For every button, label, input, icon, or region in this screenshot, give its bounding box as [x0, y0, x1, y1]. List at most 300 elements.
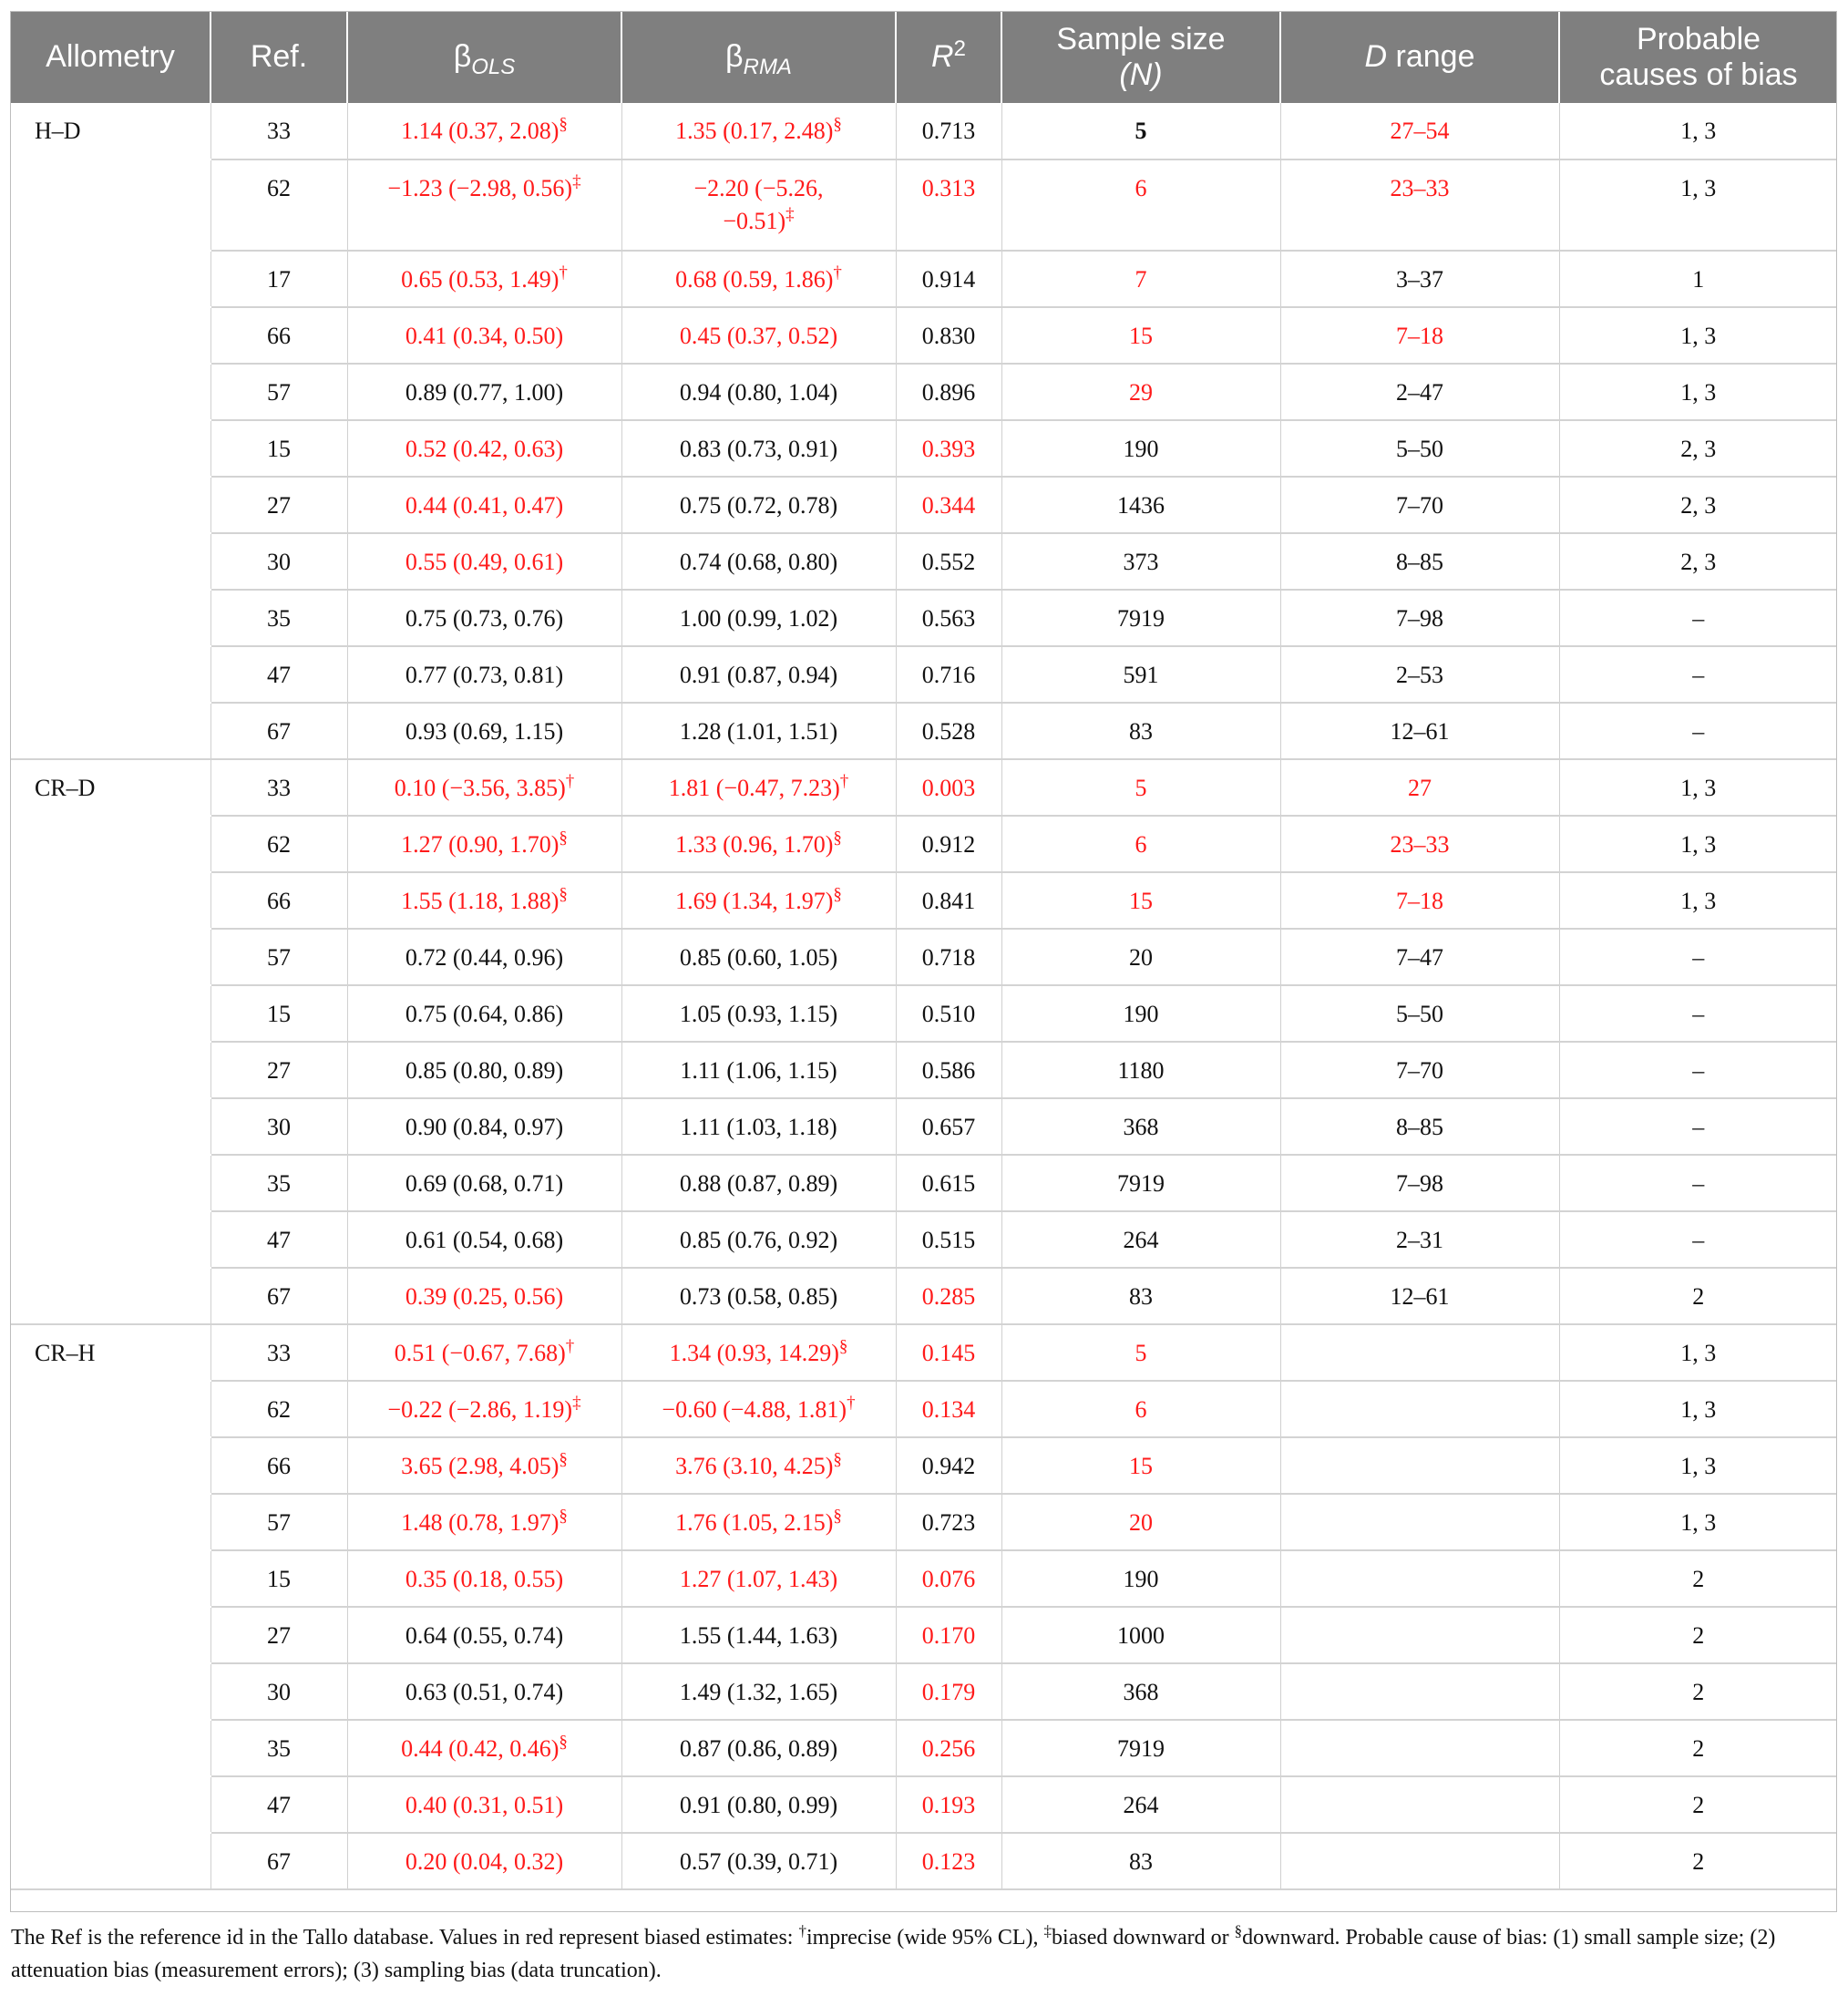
cell-r2: 0.896	[896, 364, 1001, 420]
beta-rma-mark: ‡	[785, 205, 795, 224]
cell-sample-size: 29	[1001, 364, 1280, 420]
table-row	[11, 1607, 1837, 1663]
cell-causes: –	[1559, 590, 1837, 646]
cell-beta-rma	[621, 307, 896, 364]
cell-causes: 1, 3	[1559, 1437, 1837, 1494]
beta-ols-mark: ‡	[572, 172, 581, 191]
cell-beta-ols	[347, 872, 621, 929]
cell-allometry	[11, 1494, 210, 1550]
cell-d-range: 27–54	[1280, 103, 1559, 159]
cell-r2: 0.716	[896, 646, 1001, 703]
cell-beta-ols	[347, 420, 621, 477]
cell-allometry	[11, 1268, 210, 1324]
cell-sample-size: 1436	[1001, 477, 1280, 533]
header-r2-sup: 2	[953, 36, 966, 61]
beta-ols-mark: §	[559, 1450, 568, 1469]
beta-ols-value: −0.22 (−2.86, 1.19)	[387, 1396, 573, 1423]
table-row	[11, 1720, 1837, 1776]
cell-beta-ols	[347, 533, 621, 590]
cell-beta-ols	[347, 1607, 621, 1663]
cell-ref: 15	[210, 1550, 347, 1607]
cell-d-range: 3–37	[1280, 251, 1559, 307]
beta-ols-value: 0.41 (0.34, 0.50)	[405, 323, 564, 349]
cell-ref: 33	[210, 759, 347, 816]
cell-allometry	[11, 364, 210, 420]
cell-beta-ols	[347, 477, 621, 533]
footnote-section: §	[1234, 1922, 1243, 1939]
cell-r2: 0.657	[896, 1098, 1001, 1155]
cell-sample-size: 190	[1001, 1550, 1280, 1607]
header-beta-ols	[347, 11, 621, 103]
beta-ols-value: 0.69 (0.68, 0.71)	[405, 1170, 564, 1197]
table-row	[11, 1663, 1837, 1720]
cell-allometry	[11, 1042, 210, 1098]
cell-beta-rma	[621, 1098, 896, 1155]
table-body	[11, 103, 1837, 1889]
cell-ref: 35	[210, 1720, 347, 1776]
cell-causes: –	[1559, 646, 1837, 703]
table-row	[11, 929, 1837, 985]
cell-beta-rma	[621, 929, 896, 985]
cell-beta-ols	[347, 251, 621, 307]
beta-ols-mark: ‡	[572, 1394, 581, 1413]
table-row	[11, 703, 1837, 759]
beta-ols-value: 0.63 (0.51, 0.74)	[405, 1679, 564, 1705]
cell-beta-rma	[621, 533, 896, 590]
cell-allometry	[11, 872, 210, 929]
beta-rma-mark: §	[833, 1450, 842, 1469]
cell-beta-rma	[621, 1155, 896, 1211]
cell-causes: 1, 3	[1559, 364, 1837, 420]
table-row	[11, 1098, 1837, 1155]
cell-d-range: 7–18	[1280, 307, 1559, 364]
cell-causes: –	[1559, 1211, 1837, 1268]
cell-r2: 0.914	[896, 251, 1001, 307]
beta-ols-value: 0.44 (0.41, 0.47)	[405, 492, 564, 519]
beta-rma-value: 0.45 (0.37, 0.52)	[679, 323, 838, 349]
beta-rma-value: 0.73 (0.58, 0.85)	[679, 1283, 838, 1310]
cell-ref: 35	[210, 1155, 347, 1211]
cell-beta-rma	[621, 816, 896, 872]
cell-sample-size: 7919	[1001, 590, 1280, 646]
cell-sample-size: 15	[1001, 872, 1280, 929]
cell-beta-ols	[347, 159, 621, 251]
cell-allometry	[11, 1155, 210, 1211]
cell-ref: 33	[210, 1324, 347, 1381]
cell-causes: 1, 3	[1559, 159, 1837, 251]
beta-rma-value: 1.35 (0.17, 2.48)	[675, 118, 834, 144]
cell-r2: 0.134	[896, 1381, 1001, 1437]
beta-ols-value: 0.55 (0.49, 0.61)	[405, 549, 564, 575]
cell-beta-ols	[347, 646, 621, 703]
cell-r2: 0.170	[896, 1607, 1001, 1663]
cell-r2: 0.344	[896, 477, 1001, 533]
beta-ols-mark: §	[559, 885, 568, 904]
cell-allometry	[11, 307, 210, 364]
cell-causes: 2	[1559, 1607, 1837, 1663]
cell-beta-rma	[621, 985, 896, 1042]
cell-beta-rma	[621, 1550, 896, 1607]
beta-ols-value: 0.64 (0.55, 0.74)	[405, 1622, 564, 1649]
cell-ref: 57	[210, 1494, 347, 1550]
beta-ols-mark: §	[559, 828, 568, 848]
beta-rma-value: 1.11 (1.03, 1.18)	[680, 1114, 837, 1140]
beta-ols-value: 0.35 (0.18, 0.55)	[405, 1566, 564, 1592]
table-row	[11, 533, 1837, 590]
beta-rma-value-line2: −0.51)	[723, 208, 786, 234]
beta-ols-value: 0.61 (0.54, 0.68)	[405, 1227, 564, 1253]
cell-d-range	[1280, 1607, 1559, 1663]
beta-ols-value: 0.20 (0.04, 0.32)	[405, 1848, 564, 1875]
header-causes-line1: Probable	[1636, 21, 1761, 57]
cell-causes: 1, 3	[1559, 1494, 1837, 1550]
table-row	[11, 1550, 1837, 1607]
beta-ols-value: 0.51 (−0.67, 7.68)	[394, 1340, 566, 1366]
cell-d-range: 7–98	[1280, 1155, 1559, 1211]
header-beta-ols-symbol: β	[453, 39, 472, 74]
cell-allometry	[11, 1663, 210, 1720]
table-row	[11, 1494, 1837, 1550]
table-header	[11, 11, 1837, 103]
cell-allometry	[11, 251, 210, 307]
table-row	[11, 872, 1837, 929]
cell-d-range: 7–98	[1280, 590, 1559, 646]
beta-rma-value: 0.94 (0.80, 1.04)	[679, 379, 838, 406]
cell-d-range	[1280, 1550, 1559, 1607]
cell-ref: 27	[210, 477, 347, 533]
beta-rma-value: 0.75 (0.72, 0.78)	[679, 492, 838, 519]
cell-r2: 0.510	[896, 985, 1001, 1042]
beta-ols-value: 3.65 (2.98, 4.05)	[401, 1453, 560, 1479]
cell-allometry	[11, 1437, 210, 1494]
cell-r2: 0.912	[896, 816, 1001, 872]
beta-rma-value: 0.88 (0.87, 0.89)	[679, 1170, 838, 1197]
cell-r2: 0.003	[896, 759, 1001, 816]
cell-beta-ols	[347, 1268, 621, 1324]
beta-rma-value: 0.91 (0.87, 0.94)	[679, 662, 838, 688]
cell-sample-size: 6	[1001, 159, 1280, 251]
table-row	[11, 646, 1837, 703]
header-row	[11, 11, 1837, 103]
cell-d-range: 8–85	[1280, 1098, 1559, 1155]
cell-beta-rma	[621, 1324, 896, 1381]
header-causes-line2: causes of bias	[1599, 57, 1798, 92]
cell-sample-size: 83	[1001, 1268, 1280, 1324]
cell-sample-size: 83	[1001, 1833, 1280, 1889]
cell-ref: 17	[210, 251, 347, 307]
cell-beta-rma	[621, 1720, 896, 1776]
cell-beta-ols	[347, 1381, 621, 1437]
cell-allometry	[11, 533, 210, 590]
cell-sample-size: 20	[1001, 1494, 1280, 1550]
beta-ols-value: 0.89 (0.77, 1.00)	[405, 379, 564, 406]
cell-d-range: 5–50	[1280, 420, 1559, 477]
beta-ols-mark: †	[565, 1337, 575, 1356]
beta-rma-value: 1.55 (1.44, 1.63)	[679, 1622, 838, 1649]
footnote-part4: downward. Probable cause of bias: (1) small sample size; (2) attenuation bias (measurement errors); (3) sampling bias (data truncation).	[11, 1926, 1776, 1982]
cell-causes: –	[1559, 1098, 1837, 1155]
header-allometry: Allometry	[11, 11, 210, 103]
cell-beta-rma	[621, 872, 896, 929]
table-row	[11, 1437, 1837, 1494]
cell-beta-ols	[347, 1663, 621, 1720]
cell-beta-rma	[621, 1607, 896, 1663]
table-footnote	[11, 1921, 1837, 1987]
cell-ref: 27	[210, 1042, 347, 1098]
cell-causes: 2, 3	[1559, 420, 1837, 477]
beta-rma-value: 1.33 (0.96, 1.70)	[675, 831, 834, 858]
allometry-bias-table	[11, 11, 1837, 1890]
cell-allometry	[11, 1776, 210, 1833]
table-row	[11, 1042, 1837, 1098]
results-table-container	[11, 11, 1837, 1890]
cell-sample-size: 7919	[1001, 1720, 1280, 1776]
beta-rma-mark: §	[833, 115, 842, 134]
cell-beta-rma	[621, 759, 896, 816]
cell-ref: 62	[210, 1381, 347, 1437]
table-row	[11, 1268, 1837, 1324]
cell-r2: 0.942	[896, 1437, 1001, 1494]
cell-beta-ols	[347, 816, 621, 872]
cell-beta-rma	[621, 646, 896, 703]
beta-rma-value: −0.60 (−4.88, 1.81)	[662, 1396, 847, 1423]
beta-ols-value: 0.44 (0.42, 0.46)	[401, 1735, 560, 1762]
cell-beta-ols	[347, 1550, 621, 1607]
cell-d-range: 2–53	[1280, 646, 1559, 703]
cell-beta-rma	[621, 251, 896, 307]
cell-beta-rma	[621, 1381, 896, 1437]
beta-rma-value: 1.28 (1.01, 1.51)	[679, 718, 838, 745]
cell-allometry	[11, 985, 210, 1042]
beta-rma-mark: §	[838, 1337, 848, 1356]
cell-d-range: 8–85	[1280, 533, 1559, 590]
cell-ref: 35	[210, 590, 347, 646]
cell-causes: 2	[1559, 1833, 1837, 1889]
table-row	[11, 1155, 1837, 1211]
cell-allometry: CR–D	[11, 759, 210, 816]
cell-beta-ols	[347, 929, 621, 985]
cell-beta-rma	[621, 1268, 896, 1324]
beta-rma-mark: †	[847, 1394, 856, 1413]
cell-causes: 1, 3	[1559, 872, 1837, 929]
cell-ref: 15	[210, 420, 347, 477]
cell-beta-ols	[347, 1042, 621, 1098]
cell-d-range: 2–47	[1280, 364, 1559, 420]
header-sample-size	[1001, 11, 1280, 103]
table-row	[11, 159, 1837, 251]
beta-rma-value: 0.85 (0.60, 1.05)	[679, 944, 838, 971]
cell-allometry	[11, 1211, 210, 1268]
cell-causes: 1	[1559, 251, 1837, 307]
header-sample-line2: (N)	[1119, 57, 1163, 92]
beta-rma-value: 0.68 (0.59, 1.86)	[675, 266, 834, 293]
cell-r2: 0.393	[896, 420, 1001, 477]
cell-sample-size: 7919	[1001, 1155, 1280, 1211]
cell-ref: 47	[210, 1211, 347, 1268]
cell-r2: 0.615	[896, 1155, 1001, 1211]
table-row	[11, 1211, 1837, 1268]
cell-ref: 57	[210, 364, 347, 420]
cell-beta-rma	[621, 1211, 896, 1268]
cell-sample-size: 5	[1001, 103, 1280, 159]
footnote-part1: The Ref is the reference id in the Tallo database. Values in red represent biased estimates:	[11, 1926, 799, 1950]
cell-ref: 47	[210, 1776, 347, 1833]
cell-ref: 62	[210, 816, 347, 872]
beta-rma-mark: §	[833, 1507, 842, 1526]
cell-beta-ols	[347, 590, 621, 646]
cell-beta-ols	[347, 985, 621, 1042]
cell-ref: 15	[210, 985, 347, 1042]
cell-causes: –	[1559, 985, 1837, 1042]
cell-causes: 1, 3	[1559, 816, 1837, 872]
cell-sample-size: 1180	[1001, 1042, 1280, 1098]
table-row	[11, 1324, 1837, 1381]
beta-ols-value: 1.14 (0.37, 2.08)	[401, 118, 560, 144]
beta-ols-value: 0.93 (0.69, 1.15)	[405, 718, 564, 745]
cell-ref: 66	[210, 872, 347, 929]
beta-ols-value: 1.55 (1.18, 1.88)	[401, 888, 560, 914]
cell-causes: 1, 3	[1559, 1381, 1837, 1437]
beta-rma-value: 1.27 (1.07, 1.43)	[679, 1566, 838, 1592]
cell-d-range	[1280, 1833, 1559, 1889]
cell-allometry	[11, 929, 210, 985]
cell-beta-rma	[621, 590, 896, 646]
cell-sample-size: 368	[1001, 1098, 1280, 1155]
cell-beta-ols	[347, 1098, 621, 1155]
cell-causes: 2	[1559, 1720, 1837, 1776]
beta-rma-value: 3.76 (3.10, 4.25)	[675, 1453, 834, 1479]
beta-rma-value: 1.34 (0.93, 14.29)	[669, 1340, 839, 1366]
cell-beta-rma	[621, 103, 896, 159]
cell-allometry	[11, 477, 210, 533]
cell-d-range	[1280, 1437, 1559, 1494]
table-row	[11, 307, 1837, 364]
cell-r2: 0.313	[896, 159, 1001, 251]
cell-ref: 67	[210, 1833, 347, 1889]
cell-ref: 66	[210, 307, 347, 364]
beta-ols-value: 0.75 (0.73, 0.76)	[405, 605, 564, 632]
cell-allometry	[11, 1098, 210, 1155]
cell-allometry	[11, 1550, 210, 1607]
footnote-dagger: †	[798, 1922, 806, 1939]
table-row	[11, 590, 1837, 646]
cell-allometry	[11, 1833, 210, 1889]
beta-ols-value: 0.77 (0.73, 0.81)	[405, 662, 564, 688]
beta-rma-value: 1.69 (1.34, 1.97)	[675, 888, 834, 914]
cell-r2: 0.123	[896, 1833, 1001, 1889]
cell-causes: 2	[1559, 1268, 1837, 1324]
beta-ols-mark: §	[559, 1507, 568, 1526]
header-d-rest: range	[1387, 39, 1475, 74]
cell-causes: 2	[1559, 1550, 1837, 1607]
cell-causes: 2, 3	[1559, 477, 1837, 533]
cell-causes: 1, 3	[1559, 103, 1837, 159]
cell-allometry	[11, 590, 210, 646]
cell-r2: 0.723	[896, 1494, 1001, 1550]
cell-sample-size: 591	[1001, 646, 1280, 703]
cell-sample-size: 5	[1001, 759, 1280, 816]
cell-d-range: 7–70	[1280, 477, 1559, 533]
cell-d-range: 27	[1280, 759, 1559, 816]
cell-r2: 0.285	[896, 1268, 1001, 1324]
cell-causes: –	[1559, 1155, 1837, 1211]
beta-ols-value: −1.23 (−2.98, 0.56)	[387, 175, 573, 201]
cell-sample-size: 6	[1001, 816, 1280, 872]
cell-allometry	[11, 816, 210, 872]
cell-beta-rma	[621, 1833, 896, 1889]
cell-causes: 1, 3	[1559, 759, 1837, 816]
header-beta-rma	[621, 11, 896, 103]
cell-sample-size: 190	[1001, 420, 1280, 477]
cell-ref: 33	[210, 103, 347, 159]
header-d-letter: D	[1364, 39, 1388, 74]
header-r2	[896, 11, 1001, 103]
cell-sample-size: 1000	[1001, 1607, 1280, 1663]
table-row	[11, 103, 1837, 159]
beta-ols-mark: §	[559, 115, 568, 134]
cell-sample-size: 264	[1001, 1211, 1280, 1268]
cell-d-range: 7–70	[1280, 1042, 1559, 1098]
beta-rma-value: 1.11 (1.06, 1.15)	[680, 1057, 837, 1084]
beta-rma-value: 0.74 (0.68, 0.80)	[679, 549, 838, 575]
beta-rma-value: 0.57 (0.39, 0.71)	[679, 1848, 838, 1875]
cell-d-range	[1280, 1381, 1559, 1437]
cell-beta-ols	[347, 1211, 621, 1268]
beta-rma-value: 1.76 (1.05, 2.15)	[675, 1509, 834, 1536]
cell-d-range: 12–61	[1280, 703, 1559, 759]
beta-rma-value: 1.81 (−0.47, 7.23)	[668, 775, 840, 801]
cell-r2: 0.830	[896, 307, 1001, 364]
cell-r2: 0.552	[896, 533, 1001, 590]
cell-causes: –	[1559, 1042, 1837, 1098]
cell-beta-ols	[347, 1324, 621, 1381]
header-causes	[1559, 11, 1837, 103]
beta-rma-value-line1: −2.20 (−5.26,	[693, 175, 824, 201]
beta-rma-value: 0.87 (0.86, 0.89)	[679, 1735, 838, 1762]
cell-d-range	[1280, 1720, 1559, 1776]
beta-ols-mark: †	[559, 263, 568, 283]
cell-sample-size: 15	[1001, 1437, 1280, 1494]
cell-sample-size: 6	[1001, 1381, 1280, 1437]
table-row	[11, 759, 1837, 816]
header-d-range	[1280, 11, 1559, 103]
beta-ols-value: 1.48 (0.78, 1.97)	[401, 1509, 560, 1536]
cell-allometry	[11, 420, 210, 477]
beta-ols-value: 0.40 (0.31, 0.51)	[405, 1792, 564, 1818]
cell-r2: 0.718	[896, 929, 1001, 985]
cell-beta-rma	[621, 1776, 896, 1833]
cell-r2: 0.193	[896, 1776, 1001, 1833]
table-row	[11, 816, 1837, 872]
cell-d-range: 7–18	[1280, 872, 1559, 929]
cell-d-range	[1280, 1324, 1559, 1381]
beta-rma-mark: §	[833, 828, 842, 848]
cell-r2: 0.528	[896, 703, 1001, 759]
cell-ref: 30	[210, 533, 347, 590]
cell-ref: 57	[210, 929, 347, 985]
cell-allometry: CR–H	[11, 1324, 210, 1381]
table-row	[11, 1776, 1837, 1833]
cell-ref: 30	[210, 1098, 347, 1155]
cell-beta-rma	[621, 703, 896, 759]
cell-allometry	[11, 1607, 210, 1663]
cell-ref: 62	[210, 159, 347, 251]
table-row	[11, 1833, 1837, 1889]
cell-causes: 2, 3	[1559, 533, 1837, 590]
cell-beta-rma	[621, 420, 896, 477]
cell-d-range: 23–33	[1280, 159, 1559, 251]
cell-allometry	[11, 159, 210, 251]
